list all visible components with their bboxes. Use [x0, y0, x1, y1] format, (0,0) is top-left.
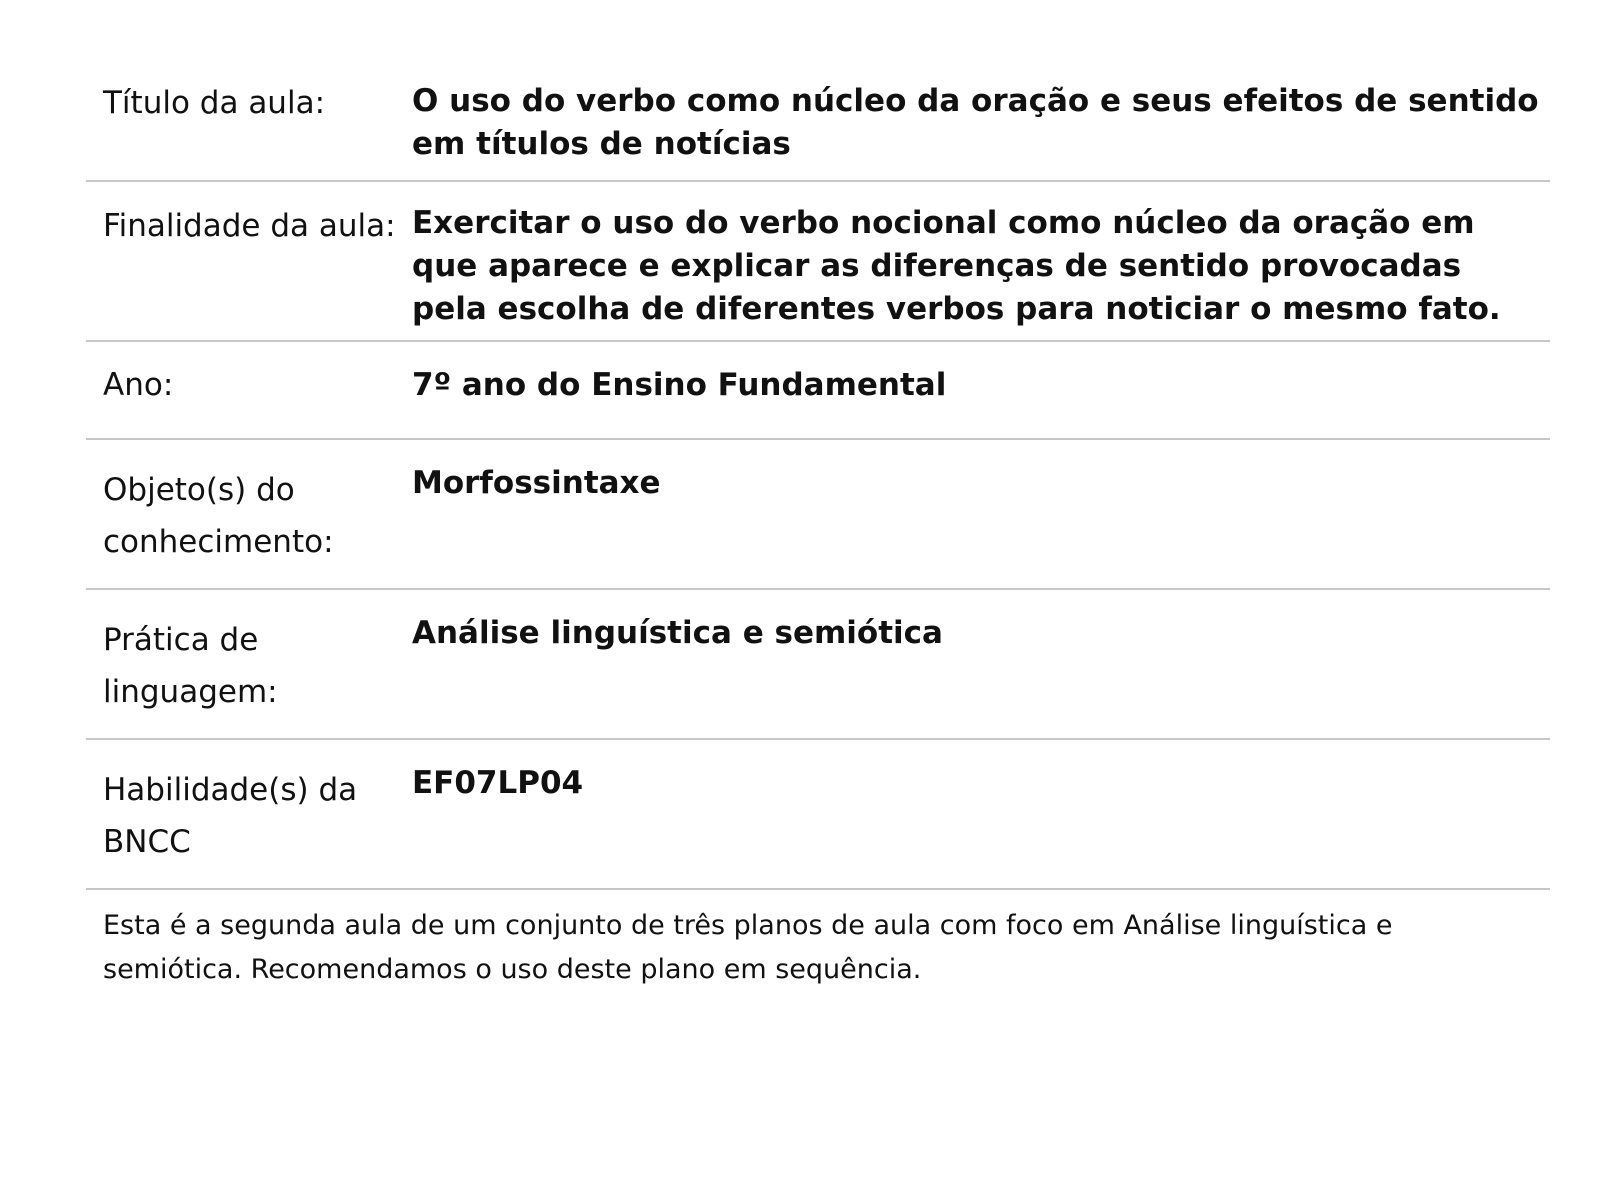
row-value: Exercitar o uso do verbo nocional como núcleo da oração em que aparece e explicar as diferenças de sentido provocadas pela escolha de diferentes verbos para noticiar o mesmo fato.: [412, 205, 1501, 327]
sequence-note: Esta é a segunda aula de um conjunto de três planos de aula com foco em Análise linguística e semiótica. Recomendamos o uso deste plano em sequência.: [103, 910, 1393, 985]
row-label: Ano:: [103, 367, 174, 403]
row-label: Finalidade da aula:: [103, 208, 396, 244]
lesson-plan-table: [86, 60, 1550, 992]
row-value: Morfossintaxe: [412, 465, 661, 501]
row-label: Habilidade(s) da BNCC: [103, 772, 358, 860]
row-value: Análise linguística e semiótica: [412, 615, 943, 651]
row-label: Título da aula:: [103, 85, 326, 121]
row-value: 7º ano do Ensino Fundamental: [412, 367, 947, 403]
row-label: Objeto(s) do conhecimento:: [103, 472, 334, 560]
row-habilidades: [86, 740, 1550, 890]
row-ano: [86, 342, 1550, 440]
row-pratica: [86, 590, 1550, 740]
row-objeto: [86, 440, 1550, 590]
row-value: O uso do verbo como núcleo da oração e seus efeitos de sentido em títulos de notícias: [412, 83, 1539, 162]
row-titulo: [86, 60, 1550, 182]
row-value: EF07LP04: [412, 765, 584, 801]
row-finalidade: [86, 182, 1550, 342]
row-label: Prática de linguagem:: [103, 622, 278, 710]
